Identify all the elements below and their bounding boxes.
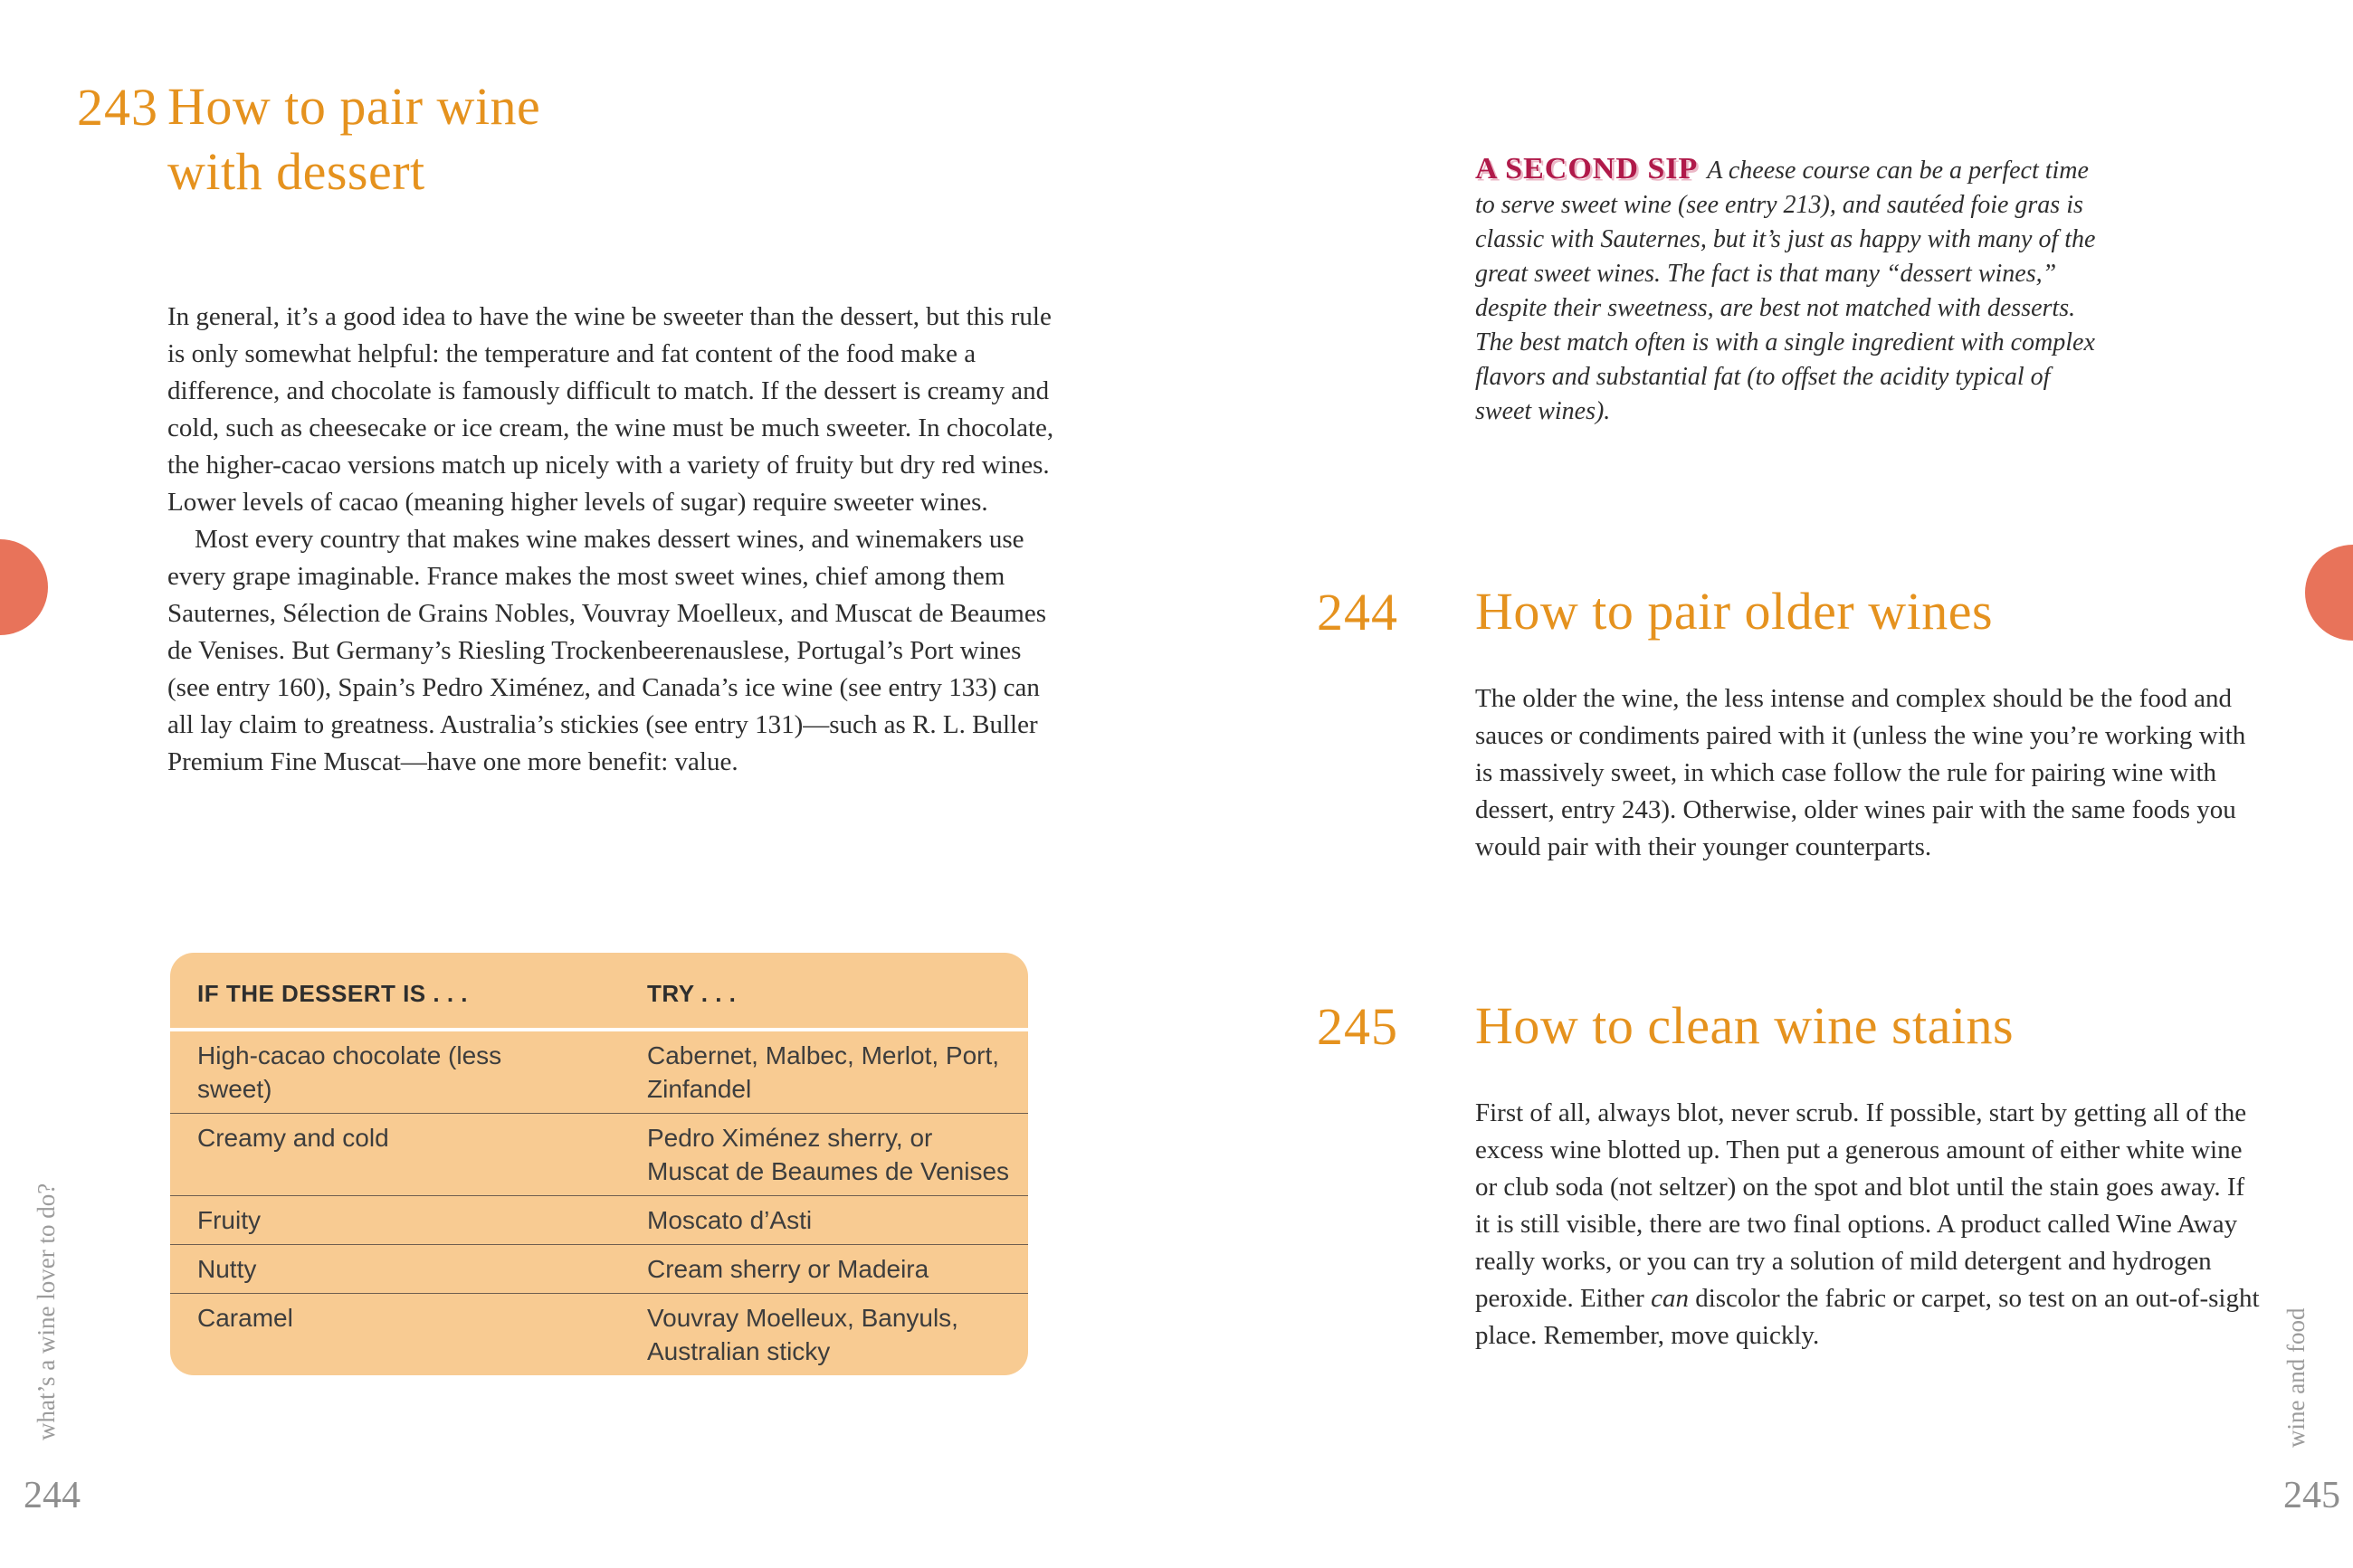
entry-243-paragraph-2: Most every country that makes wine makes dessert wines, and winemakers use every grape imaginable. France makes the most sweet wines, chief among them Sauternes, Sélection de Grains Nobles, Vouvray Moelleux, and Muscat de Beaumes de Venises. But Germany’s Riesling Trockenbeerenauslese, Portugal’s Port wines (see entry 160), Spain’s Pedro Ximénez, and Canada’s ice wine (see entry 133) can all lay claim to greatness. Australia’s stickies (see entry 131)—such as R. L. Buller Premium Fine Muscat—have one more benefit: value. xyxy=(167,525,1047,776)
dessert-pairing-table xyxy=(170,953,1028,1375)
entry-245-body xyxy=(1475,1095,2264,1354)
table-row xyxy=(170,1113,1028,1195)
table-cell-try: Cabernet, Malbec, Merlot, Port, Zinfandel xyxy=(647,1041,1000,1103)
entry-245-number: 245 xyxy=(1317,997,1398,1056)
table-cell-dessert: Creamy and cold xyxy=(197,1124,389,1152)
entry-244-number: 244 xyxy=(1317,583,1398,641)
entry-244-paragraph: The older the wine, the less intense and complex should be the food and sauces or condiments paired with it (unless the wine you’re working with is massively sweet, in which case follow the rule for pairing wine with dessert, entry 243). Otherwise, older wines pair with the same foods you would pair with their younger counterparts. xyxy=(1475,684,2246,861)
entry-245-paragraph xyxy=(1475,1095,2264,1354)
entry-243-title-line1: How to pair wine xyxy=(167,77,541,136)
pairing-table-header-try: TRY . . . xyxy=(647,980,737,1007)
pairing-table-header-dessert: IF THE DESSERT IS . . . xyxy=(197,980,468,1007)
table-cell-try: Moscato d’Asti xyxy=(647,1206,813,1234)
second-sip-sidebar xyxy=(1475,152,2100,429)
entry-244-title: How to pair older wines xyxy=(1475,582,1994,641)
right-page-number: 245 xyxy=(2283,1475,2340,1516)
left-margin-chapter-label: what’s a wine lover to do? xyxy=(33,1183,60,1440)
second-sip-heading: A SECOND SIP xyxy=(1475,152,1699,185)
table-row xyxy=(170,1031,1028,1113)
table-cell-try: Pedro Ximénez sherry, or Muscat de Beaumes de Venises xyxy=(647,1124,1010,1185)
coral-circle-left-edge xyxy=(0,539,48,635)
second-sip-body: A cheese course can be a perfect time to serve sweet wine (see entry 213), and sautéed foie gras is classic with Sauternes, but it’s just as happy with many of the great sweet wines. The fact is that many “dessert wines,” despite their sweetness, are best not matched with desserts. The best match often is with a single ingredient with complex flavors and substantial fat (to offset the acidity typical of sweet wines). xyxy=(1475,157,2096,425)
table-cell-dessert: Nutty xyxy=(197,1255,257,1283)
table-cell-dessert: Caramel xyxy=(197,1304,293,1332)
table-cell-try: Vouvray Moelleux, Banyuls, Australian sticky xyxy=(647,1304,958,1365)
table-cell-dessert: High-cacao chocolate (less sweet) xyxy=(197,1041,502,1103)
entry-243-number: 243 xyxy=(77,78,158,137)
table-row xyxy=(170,1244,1028,1293)
entry-244-body xyxy=(1475,680,2262,866)
entry-243-paragraph-1: In general, it’s a good idea to have the wine be sweeter than the dessert, but this rule is only somewhat helpful: the temperature and fat content of the food make a difference, and chocolate is famously difficult to match. If the dessert is creamy and cold, such as cheesecake or ice cream, the wine must be much sweeter. In chocolate, the higher-cacao versions match up nicely with a variety of fruity but dry red wines. Lower levels of cacao (meaning higher levels of sugar) require sweeter wines. xyxy=(167,302,1054,517)
table-cell-dessert: Fruity xyxy=(197,1206,261,1234)
entry-243-body xyxy=(167,299,1059,781)
entry-245-text-after-italic: discolor the fabric or carpet, so test on an out-of-sight place. Remember, move quickly. xyxy=(1475,1284,2260,1350)
table-row xyxy=(170,1195,1028,1244)
entry-243-title-line2: with dessert xyxy=(167,142,425,201)
entry-245-italic-word: can xyxy=(1651,1284,1689,1313)
entry-243-title xyxy=(167,74,1036,204)
table-cell-try: Cream sherry or Madeira xyxy=(647,1255,929,1283)
entry-245-text-before-italic: First of all, always blot, never scrub. If possible, start by getting all of the excess wine blotted up. Then put a generous amount of either white wine or club soda (not seltzer) on the spot and blot until the stain goes away. If it is still visible, there are two final options. A product called Wine Away really works, or you can try a solution of mild detergent and hydrogen peroxide. Either xyxy=(1475,1098,2247,1313)
right-margin-chapter-label: wine and food xyxy=(2282,1307,2310,1448)
left-page-number: 244 xyxy=(24,1475,81,1516)
entry-245-title: How to clean wine stains xyxy=(1475,996,2015,1055)
table-row xyxy=(170,1293,1028,1375)
pairing-table-header-row xyxy=(170,953,1028,1031)
